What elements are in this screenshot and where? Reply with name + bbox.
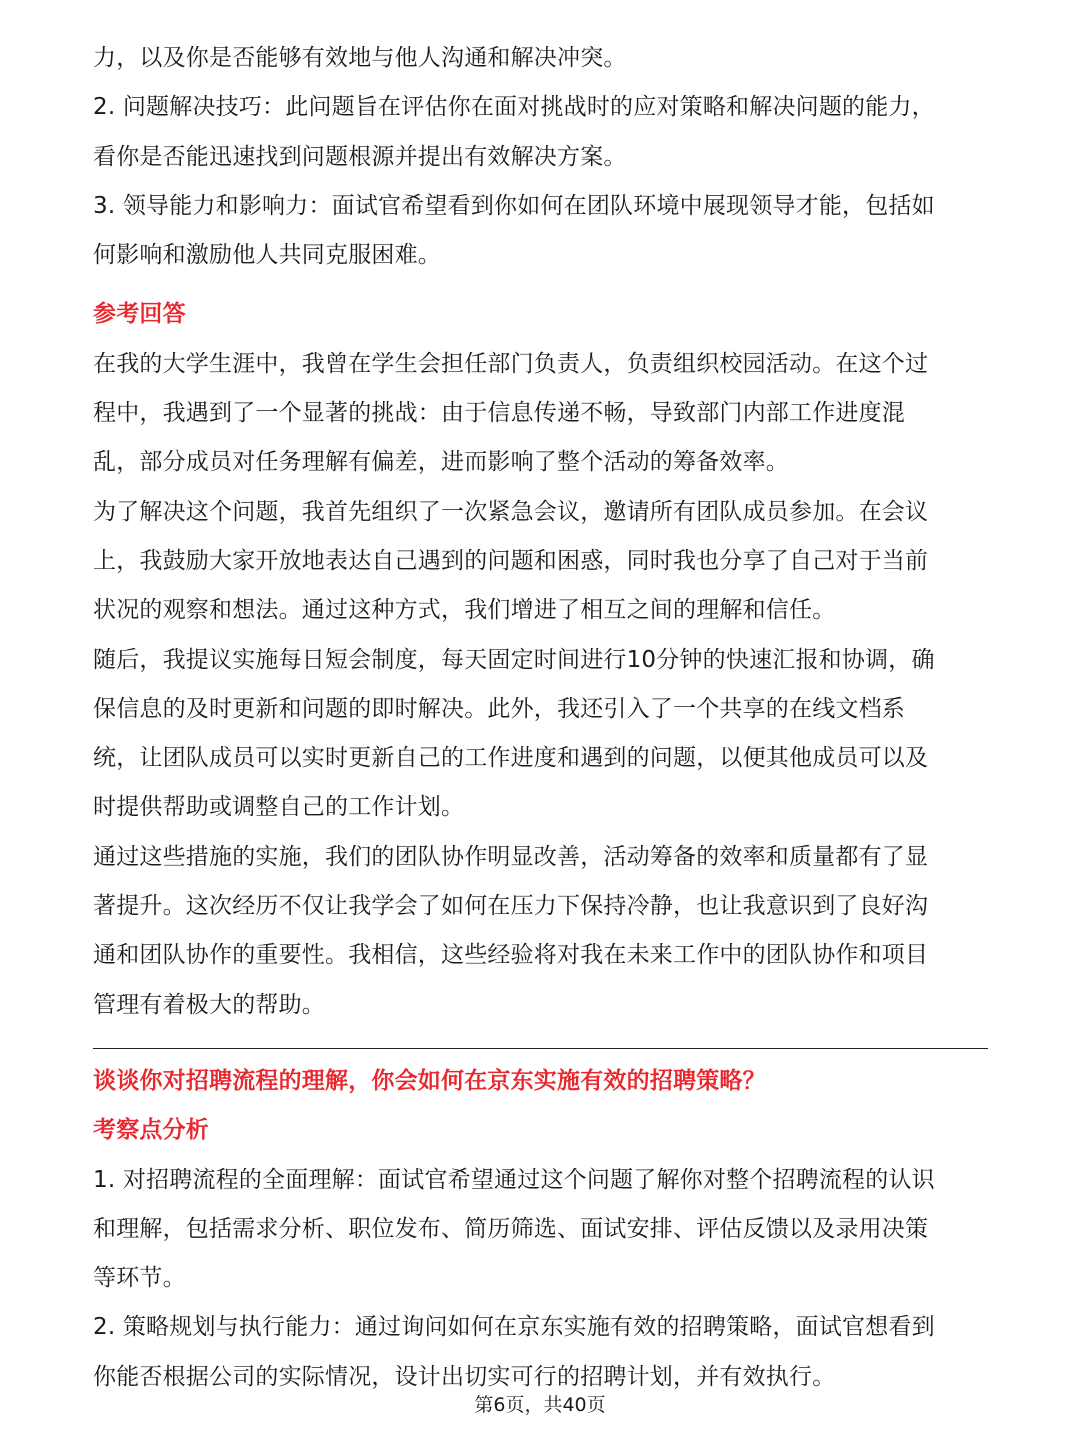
answer-line: 上，我鼓励大家开放地表达自己遇到的问题和困惑，同时我也分享了自己对于当前 — [93, 547, 929, 574]
analysis-line: 2. 策略规划与执行能力：通过询问如何在京东实施有效的招聘策略，面试官想看到 — [93, 1314, 935, 1341]
answer-line: 统，让团队成员可以实时更新自己的工作进度和遇到的问题，以便其他成员可以及 — [93, 745, 929, 772]
answer-line: 随后，我提议实施每日短会制度，每天固定时间进行10分钟的快速汇报和协调，确 — [93, 646, 935, 673]
answer-line: 乱，部分成员对任务理解有偏差，进而影响了整个活动的筹备效率。 — [93, 449, 789, 476]
question-heading: 谈谈你对招聘流程的理解，你会如何在京东实施有效的招聘策略？ — [93, 1067, 766, 1094]
analysis-line: 3. 领导能力和影响力：面试官希望看到你如何在团队环境中展现领导才能，包括如 — [93, 192, 935, 219]
answer-line: 管理有着极大的帮助。 — [93, 991, 325, 1018]
answer-line: 在我的大学生涯中，我曾在学生会担任部门负责人，负责组织校园活动。在这个过 — [93, 350, 929, 377]
answer-line: 时提供帮助或调整自己的工作计划。 — [93, 794, 465, 821]
answer-line: 通和团队协作的重要性。我相信，这些经验将对我在未来工作中的团队协作和项目 — [93, 942, 929, 969]
answer-line: 程中，我遇到了一个显著的挑战：由于信息传递不畅，导致部门内部工作进度混 — [93, 400, 905, 427]
page-number: 第6页，共40页 — [474, 1394, 606, 1416]
answer-line: 为了解决这个问题，我首先组织了一次紧急会议，邀请所有团队成员参加。在会议 — [93, 498, 929, 525]
analysis-line: 力，以及你是否能够有效地与他人沟通和解决冲突。 — [93, 45, 627, 71]
analysis-heading: 考察点分析 — [93, 1117, 209, 1144]
analysis-line: 看你是否能迅速找到问题根源并提出有效解决方案。 — [93, 143, 627, 170]
analysis-line: 1. 对招聘流程的全面理解：面试官希望通过这个问题了解你对整个招聘流程的认识 — [93, 1166, 935, 1193]
analysis-line: 2. 问题解决技巧：此问题旨在评估你在面对挑战时的应对策略和解决问题的能力， — [93, 94, 935, 121]
analysis-line: 何影响和激励他人共同克服困难。 — [93, 242, 441, 269]
section-divider — [93, 1048, 988, 1049]
analysis-line: 等环节。 — [93, 1265, 186, 1292]
answer-line: 状况的观察和想法。通过这种方式，我们增进了相互之间的理解和信任。 — [93, 597, 836, 624]
answer-line: 保信息的及时更新和问题的即时解决。此外，我还引入了一个共享的在线文档系 — [93, 695, 905, 722]
analysis-line: 和理解，包括需求分析、职位发布、简历筛选、面试安排、评估反馈以及录用决策 — [93, 1215, 929, 1242]
answer-line: 通过这些措施的实施，我们的团队协作明显改善，活动筹备的效率和质量都有了显 — [93, 843, 929, 870]
analysis-line: 你能否根据公司的实际情况，设计出切实可行的招聘计划，并有效执行。 — [93, 1363, 836, 1390]
answer-heading: 参考回答 — [93, 301, 186, 328]
answer-line: 著提升。这次经历不仅让我学会了如何在压力下保持冷静，也让我意识到了良好沟 — [93, 893, 929, 920]
document-page — [93, 34, 988, 1402]
